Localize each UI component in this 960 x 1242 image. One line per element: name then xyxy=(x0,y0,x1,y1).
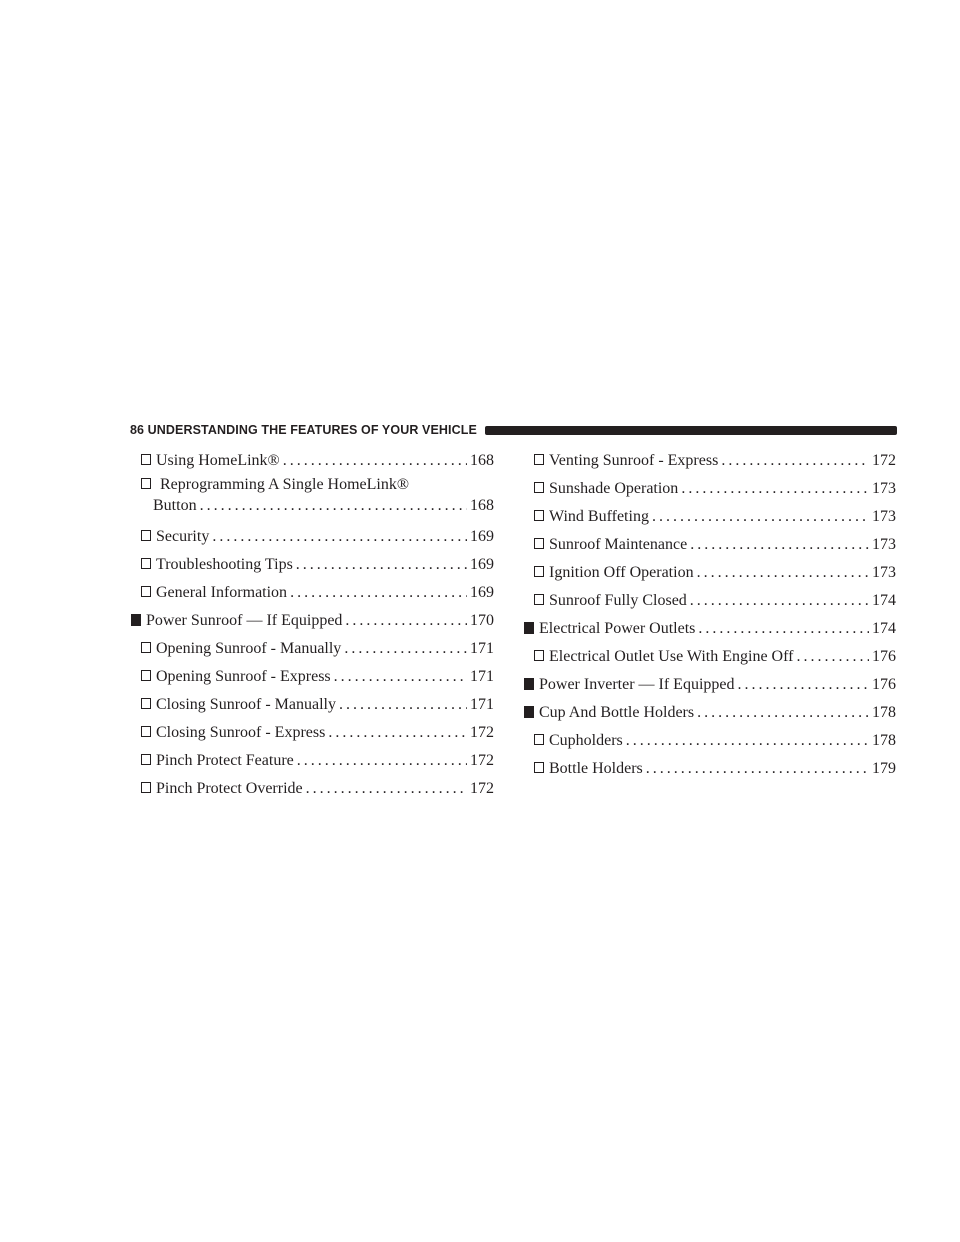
toc-entry[interactable] xyxy=(524,475,896,503)
open-box-bullet-icon xyxy=(141,670,151,681)
toc-entry-page: 178 xyxy=(872,704,896,721)
open-box-bullet-icon xyxy=(534,454,544,465)
dot-leader xyxy=(306,775,467,803)
toc-entry-page: 173 xyxy=(872,480,896,497)
dot-leader xyxy=(334,663,467,691)
dot-leader xyxy=(344,635,467,663)
toc-entry-page: 179 xyxy=(872,760,896,777)
dot-leader xyxy=(738,671,870,699)
toc-section-entry[interactable] xyxy=(524,671,896,699)
toc-entry[interactable] xyxy=(131,635,494,663)
toc-entry-page: 171 xyxy=(470,668,494,685)
toc-entry-page: 169 xyxy=(470,584,494,601)
toc-entry-label: Closing Sunroof - Express xyxy=(156,724,326,741)
open-box-bullet-icon xyxy=(141,754,151,765)
dot-leader xyxy=(681,475,869,503)
toc-entry-label: Sunroof Maintenance xyxy=(549,536,688,553)
header-rule xyxy=(485,426,897,435)
dot-leader xyxy=(345,607,467,635)
toc-entry-page: 176 xyxy=(872,676,896,693)
toc-entry-label: Wind Buffeting xyxy=(549,508,649,525)
dot-leader xyxy=(339,691,467,719)
toc-entry-label: Electrical Power Outlets xyxy=(539,620,696,637)
toc-entry-label: Sunshade Operation xyxy=(549,480,679,497)
filled-square-bullet-icon xyxy=(131,614,141,626)
toc-entry-page: 171 xyxy=(470,640,494,657)
open-box-bullet-icon xyxy=(534,566,544,577)
open-box-bullet-icon xyxy=(141,698,151,709)
dot-leader xyxy=(690,531,869,559)
toc-entry-label: Security xyxy=(156,528,210,545)
open-box-bullet-icon xyxy=(534,510,544,521)
dot-leader xyxy=(697,699,869,727)
toc-entry-page: 174 xyxy=(872,592,896,609)
toc-left-column xyxy=(131,447,494,803)
open-box-bullet-icon xyxy=(141,586,151,597)
open-box-bullet-icon xyxy=(534,762,544,773)
toc-entry-page: 173 xyxy=(872,536,896,553)
toc-entry-label-continued: Button xyxy=(153,497,197,514)
toc-entry-page: 173 xyxy=(872,564,896,581)
toc-entry[interactable] xyxy=(524,727,896,755)
toc-entry-page: 176 xyxy=(872,648,896,665)
dot-leader xyxy=(626,727,869,755)
toc-entry-label: Sunroof Fully Closed xyxy=(549,592,687,609)
toc-entry-label: Power Sunroof — If Equipped xyxy=(146,612,343,629)
toc-entry-label: Cupholders xyxy=(549,732,623,749)
toc-entry[interactable] xyxy=(131,523,494,551)
toc-entry-page: 172 xyxy=(470,752,494,769)
toc-section-entry[interactable] xyxy=(524,615,896,643)
filled-square-bullet-icon xyxy=(524,622,534,634)
toc-entry-label: Bottle Holders xyxy=(549,760,643,777)
toc-entry[interactable] xyxy=(131,579,494,607)
dot-leader xyxy=(698,615,869,643)
toc-entry[interactable] xyxy=(131,475,494,517)
dot-leader xyxy=(212,523,467,551)
toc-entry-label: Power Inverter — If Equipped xyxy=(539,676,735,693)
open-box-bullet-icon xyxy=(534,594,544,605)
toc-entry[interactable] xyxy=(131,551,494,579)
open-box-bullet-icon xyxy=(534,538,544,549)
toc-entry[interactable] xyxy=(131,719,494,747)
toc-entry[interactable] xyxy=(524,587,896,615)
dot-leader xyxy=(721,447,869,475)
dot-leader xyxy=(296,551,467,579)
toc-entry[interactable] xyxy=(131,447,494,475)
open-box-bullet-icon xyxy=(534,734,544,745)
toc-section-entry[interactable] xyxy=(524,699,896,727)
toc-entry[interactable] xyxy=(524,643,896,671)
dot-leader xyxy=(328,719,467,747)
toc-entry-label: Pinch Protect Feature xyxy=(156,752,294,769)
open-box-bullet-icon xyxy=(141,558,151,569)
dot-leader xyxy=(697,559,869,587)
open-box-bullet-icon xyxy=(534,482,544,493)
toc-entry-label: General Information xyxy=(156,584,288,601)
toc-entry-label: Using HomeLink® xyxy=(156,452,280,469)
toc-entry-page: 172 xyxy=(470,724,494,741)
toc-entry-label: Cup And Bottle Holders xyxy=(539,704,695,721)
dot-leader xyxy=(652,503,869,531)
toc-entry-label: Closing Sunroof - Manually xyxy=(156,696,336,713)
dot-leader xyxy=(290,579,467,607)
open-box-bullet-icon xyxy=(141,782,151,793)
toc-entry-page: 173 xyxy=(872,508,896,525)
open-box-bullet-icon xyxy=(141,454,151,465)
toc-entry-page: 171 xyxy=(470,696,494,713)
toc-entry[interactable] xyxy=(131,663,494,691)
page-header xyxy=(130,421,897,439)
dot-leader xyxy=(297,747,467,775)
dot-leader xyxy=(796,643,869,671)
toc-entry-page: 169 xyxy=(470,528,494,545)
open-box-bullet-icon xyxy=(141,478,151,489)
toc-entry[interactable] xyxy=(524,503,896,531)
toc-entry-page: 174 xyxy=(872,620,896,637)
toc-entry-page: 168 xyxy=(470,497,494,514)
toc-entry-label: Troubleshooting Tips xyxy=(156,556,293,573)
toc-entry-label: Pinch Protect Override xyxy=(156,780,303,797)
toc-entry-page: 169 xyxy=(470,556,494,573)
toc-entry-page: 170 xyxy=(470,612,494,629)
toc-entry[interactable] xyxy=(524,531,896,559)
toc-entry[interactable] xyxy=(524,447,896,475)
toc-entry-page: 168 xyxy=(470,452,494,469)
dot-leader xyxy=(283,447,467,475)
toc-entry-label: Electrical Outlet Use With Engine Off xyxy=(549,648,794,665)
toc-entry-label: Ignition Off Operation xyxy=(549,564,694,581)
filled-square-bullet-icon xyxy=(524,678,534,690)
toc-entry[interactable] xyxy=(524,755,896,783)
toc-entry-page: 172 xyxy=(872,452,896,469)
open-box-bullet-icon xyxy=(534,650,544,661)
toc-entry[interactable] xyxy=(131,775,494,803)
dot-leader xyxy=(200,495,467,517)
page-header-title: 86 UNDERSTANDING THE FEATURES OF YOUR VEHICLE xyxy=(130,423,477,437)
dot-leader xyxy=(690,587,869,615)
open-box-bullet-icon xyxy=(141,642,151,653)
open-box-bullet-icon xyxy=(141,726,151,737)
toc-entry-label: Opening Sunroof - Manually xyxy=(156,640,342,657)
toc-entry[interactable] xyxy=(131,691,494,719)
filled-square-bullet-icon xyxy=(524,706,534,718)
toc-entry-label: Venting Sunroof - Express xyxy=(549,452,719,469)
toc-entry[interactable] xyxy=(131,747,494,775)
toc-entry[interactable] xyxy=(524,559,896,587)
open-box-bullet-icon xyxy=(141,530,151,541)
toc-entry-label: Opening Sunroof - Express xyxy=(156,668,331,685)
toc-right-column xyxy=(524,447,896,783)
toc-entry-page: 172 xyxy=(470,780,494,797)
toc-section-entry[interactable] xyxy=(131,607,494,635)
toc-entry-label: Reprogramming A Single HomeLink® xyxy=(160,476,410,493)
toc-entry-page: 178 xyxy=(872,732,896,749)
dot-leader xyxy=(646,755,869,783)
